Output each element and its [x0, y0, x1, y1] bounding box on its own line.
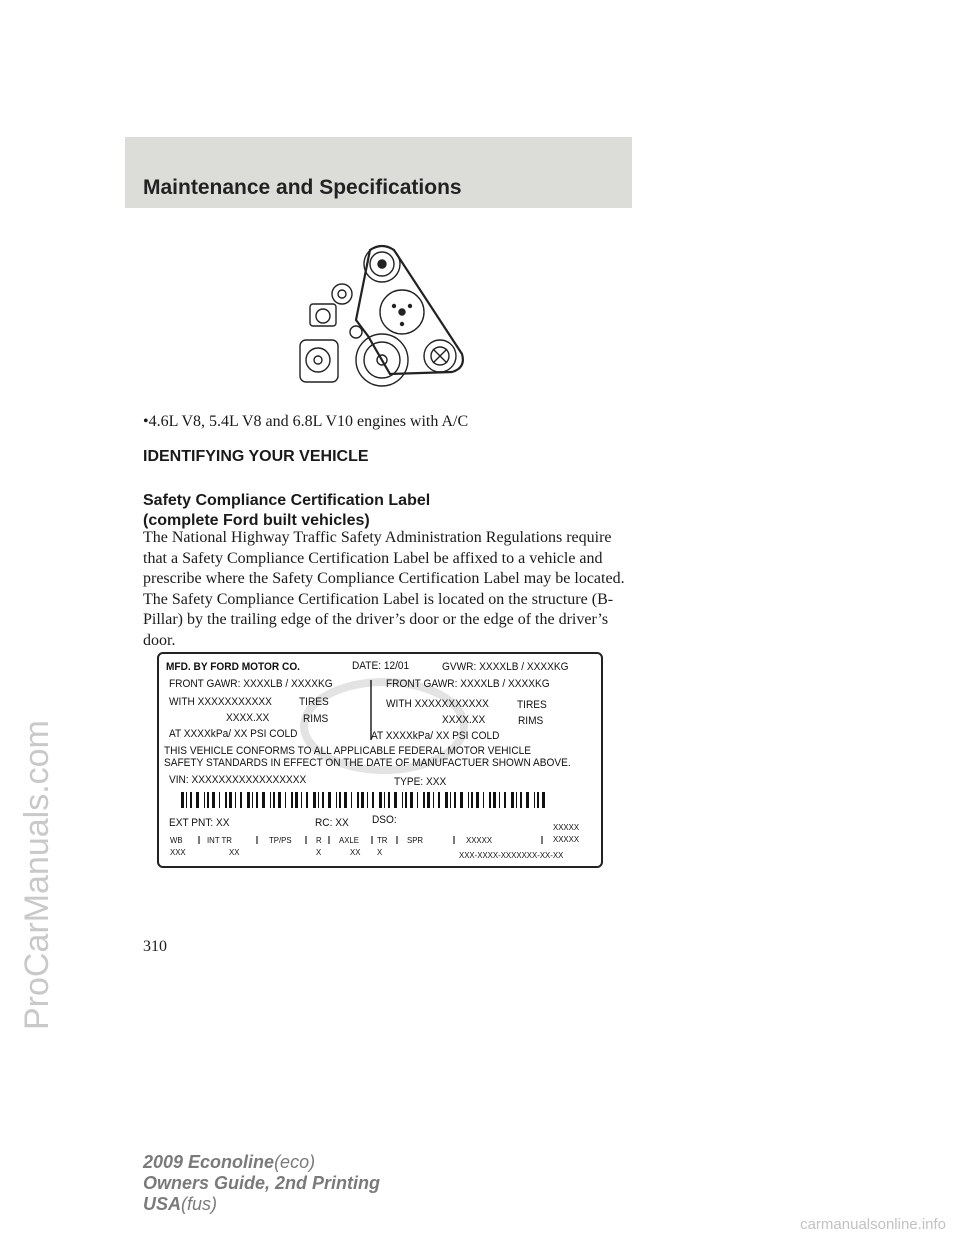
certification-label: [157, 652, 603, 868]
code-top: XXXXX: [553, 822, 580, 832]
bottom-watermark: carmanualsonline.info: [800, 1216, 946, 1233]
barcode-bar: [256, 792, 258, 808]
barcode-bar: [357, 792, 359, 808]
barcode-bar: [336, 792, 337, 808]
pressure-right: AT XXXXkPa/ XX PSI COLD: [371, 730, 500, 742]
barcode-bar: [526, 792, 529, 808]
vehicle-type: TYPE: XXX: [394, 776, 447, 788]
barcode-bar: [394, 792, 397, 808]
barcode-bar: [204, 792, 205, 808]
tires-right-label: TIRES: [517, 699, 547, 711]
barcode-bar: [219, 792, 220, 808]
subsection-title-line1: Safety Compliance Certification Label: [143, 492, 431, 509]
mfg-date: DATE: 12/01: [352, 660, 410, 672]
barcode-bar: [262, 792, 265, 808]
barcode-bar: [384, 792, 385, 808]
barcode-bar: [196, 792, 199, 808]
page-title: Maintenance and Specifications: [143, 176, 462, 199]
barcode-bar: [402, 792, 403, 808]
barcode-bar: [285, 792, 286, 808]
footer: [143, 1152, 380, 1215]
dso: DSO:: [372, 814, 397, 826]
belt-routing-diagram: [290, 236, 470, 396]
barcode-bar: [270, 792, 271, 808]
barcode-bar: [542, 792, 545, 808]
barcode-bar: [367, 792, 368, 808]
subsection-title: [143, 491, 430, 531]
barcode-bar: [504, 792, 506, 808]
barcode-bar: [405, 792, 407, 808]
subsection-title-line2: (complete Ford built vehicles): [143, 512, 370, 529]
tire-left: WITH XXXXXXXXXXX: [169, 696, 272, 708]
tire-right: WITH XXXXXXXXXXX: [386, 698, 489, 710]
barcode-bar: [511, 792, 514, 808]
field-tp-ps: TP/PS: [269, 835, 292, 845]
barcode-bar: [225, 792, 227, 808]
barcode-bar: [423, 792, 425, 808]
page-number: 310: [143, 938, 167, 955]
barcode-bar: [273, 792, 275, 808]
barcode-bar: [537, 792, 539, 808]
barcode-bar: [291, 792, 293, 808]
barcode-bar: [476, 792, 479, 808]
conformity-line2: SAFETY STANDARDS IN EFFECT ON THE DATE OF MANUFACTUER SHOWN ABOVE.: [164, 757, 571, 769]
barcode-bar: [417, 792, 418, 808]
part-code: XXX-XXXX-XXXXXXX-XX-XX: [459, 850, 564, 860]
rims-right-label: RIMS: [518, 715, 544, 727]
barcode-bar: [520, 792, 522, 808]
barcode-bar: [445, 792, 448, 808]
barcode-bar: [410, 792, 413, 808]
value-tr: X: [377, 847, 383, 857]
engine-bullet: •4.6L V8, 5.4L V8 and 6.8L V10 engines with A/C: [143, 413, 469, 430]
barcode-bar: [433, 792, 434, 808]
barcode-bar: [301, 792, 302, 808]
barcode-bar: [471, 792, 473, 808]
rim-size-left: XXXX.XX: [226, 712, 270, 724]
value-axle: XX: [350, 847, 361, 857]
barcode-bar: [534, 792, 535, 808]
barcode-bar: [427, 792, 430, 808]
field-axle: AXLE: [339, 835, 360, 845]
barcode-bar: [460, 792, 463, 808]
barcode-bar: [252, 792, 253, 808]
barcode-bar: [318, 792, 319, 808]
barcode-bar: [454, 792, 456, 808]
manufacturer: MFD. BY FORD MOTOR CO.: [166, 661, 301, 673]
field-int-tr: INT TR: [207, 835, 232, 845]
barcode-bar: [388, 792, 390, 808]
barcode-bar: [450, 792, 451, 808]
footer-printing: Owners Guide, 2nd Printing: [143, 1173, 381, 1193]
barcode-bar: [322, 792, 324, 808]
exterior-paint: EXT PNT: XX: [169, 817, 230, 829]
value-int-tr: XX: [229, 847, 240, 857]
barcode-bar: [328, 792, 331, 808]
barcode-bar: [207, 792, 209, 808]
barcode-bar: [483, 792, 484, 808]
barcode-bar: [372, 792, 374, 808]
field-xxxxx: XXXXX: [466, 835, 493, 845]
side-watermark: ProCarManuals.com: [18, 720, 56, 1030]
barcode-bar: [247, 792, 250, 808]
barcode-bar: [190, 792, 192, 808]
field-spr: SPR: [407, 835, 424, 845]
footer-market-code: (fus): [181, 1194, 218, 1214]
rim-size-right: XXXX.XX: [442, 714, 486, 726]
code-mid: XXXXX: [553, 834, 580, 844]
barcode-bar: [516, 792, 517, 808]
value-wb: XXX: [170, 847, 186, 857]
barcode-bar: [181, 792, 184, 808]
restraint-code: RC: XX: [315, 817, 349, 829]
conformity-line1: THIS VEHICLE CONFORMS TO ALL APPLICABLE FEDERAL MOTOR VEHICLE: [164, 745, 532, 757]
barcode-bar: [344, 792, 347, 808]
barcode-bar: [306, 792, 308, 808]
tires-left-label: TIRES: [299, 696, 329, 708]
barcode-bar: [361, 792, 364, 808]
rims-left-label: RIMS: [303, 713, 329, 725]
field-r: R: [316, 835, 322, 845]
barcode-bar: [186, 792, 187, 808]
barcode-bar: [351, 792, 352, 808]
field-wb: WB: [170, 835, 183, 845]
barcode-bar: [468, 792, 469, 808]
barcode: [181, 792, 545, 808]
value-r: X: [316, 847, 322, 857]
body-paragraph: The National Highway Traffic Safety Administration Regulations require that a Safety Compliance Certification Label be affixed to a vehicle and prescribe where the Safety Compliance Certification Label may be located. The Safety Compliance Certification Label is located on the structure (B-Pillar) by the trailing edge of the driver’s door or the edge of the driver’s door.: [143, 529, 625, 649]
barcode-bar: [499, 792, 500, 808]
barcode-bar: [438, 792, 440, 808]
footer-market: USA: [143, 1194, 182, 1214]
vin: VIN: XXXXXXXXXXXXXXXXX: [169, 774, 307, 786]
barcode-bar: [339, 792, 341, 808]
barcode-bar: [489, 792, 491, 808]
gvwr: GVWR: XXXXLB / XXXXKG: [442, 661, 569, 673]
footer-model: 2009 Econoline: [143, 1152, 275, 1172]
barcode-bar: [295, 792, 298, 808]
barcode-bar: [229, 792, 232, 808]
section-title: IDENTIFYING YOUR VEHICLE: [143, 448, 369, 465]
front-gawr: FRONT GAWR: XXXXLB / XXXXKG: [169, 678, 333, 690]
barcode-bar: [493, 792, 496, 808]
barcode-bar: [240, 792, 242, 808]
barcode-bar: [278, 792, 281, 808]
barcode-bar: [235, 792, 236, 808]
barcode-bar: [379, 792, 382, 808]
pressure-left: AT XXXXkPa/ XX PSI COLD: [169, 728, 298, 740]
field-tr: TR: [377, 835, 388, 845]
footer-model-code: (eco): [274, 1152, 316, 1172]
barcode-bar: [313, 792, 316, 808]
barcode-bar: [212, 792, 215, 808]
rear-gawr: FRONT GAWR: XXXXLB / XXXXKG: [386, 678, 550, 690]
